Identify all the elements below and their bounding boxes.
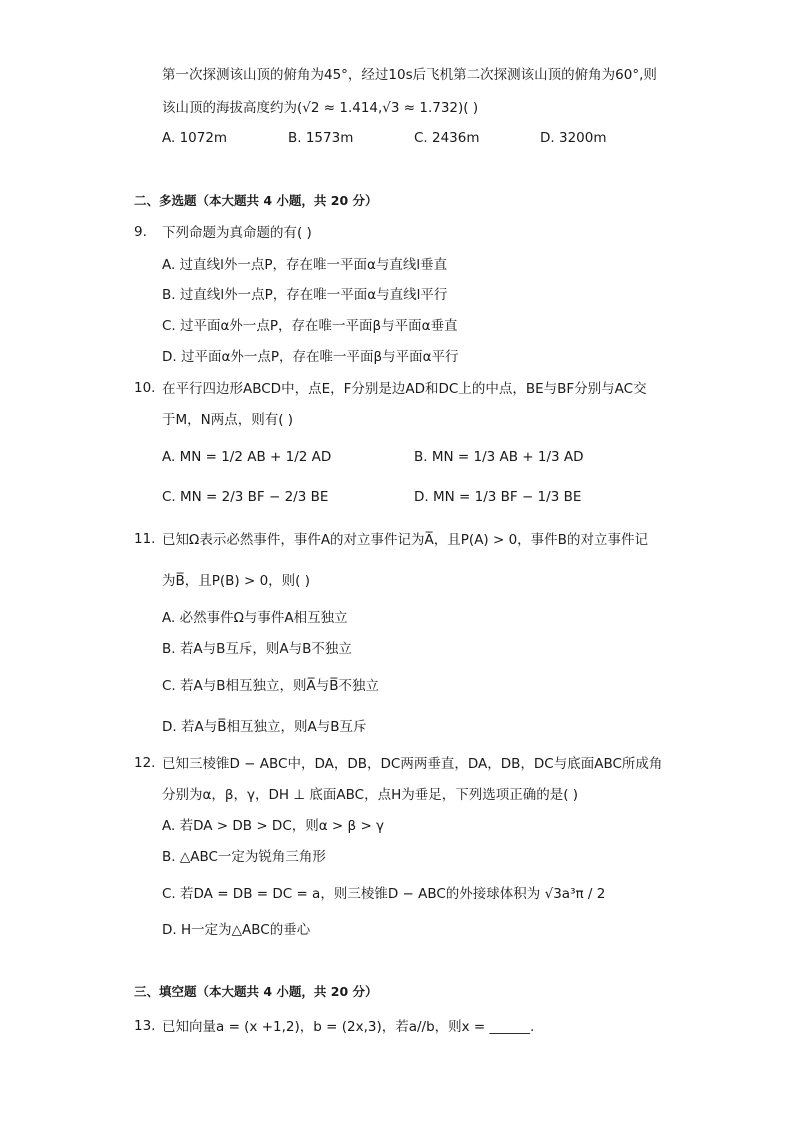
q10-option-a: A. MN = 1/2 AB + 1/2 AD bbox=[162, 449, 332, 465]
q11-option-d: D. 若A与B̅相互独立，则A与B互斥 bbox=[162, 719, 367, 735]
q11-stem-2: 为B̅，且P(B) > 0，则( ) bbox=[162, 573, 311, 589]
q9-option-b: B. 过直线l外一点P，存在唯一平面α与直线l平行 bbox=[162, 287, 448, 303]
q8-option-b: B. 1573m bbox=[288, 130, 354, 146]
q9-option-c: C. 过平面α外一点P，存在唯一平面β与平面α垂直 bbox=[162, 318, 458, 334]
q8-option-a: A. 1072m bbox=[162, 130, 228, 146]
q11-stem-1: 已知Ω表示必然事件，事件A的对立事件记为A̅，且P(A) > 0，事件B的对立事件记 bbox=[162, 532, 648, 548]
q11-option-c: C. 若A与B相互独立，则A̅与B̅不独立 bbox=[162, 678, 380, 694]
q13-number: 13. bbox=[134, 1018, 156, 1034]
q10-stem-2: 于M，N两点，则有( ) bbox=[162, 412, 294, 428]
q8-line-2: 该山顶的海拔高度约为(√2 ≈ 1.414,√3 ≈ 1.732)( ) bbox=[162, 100, 479, 116]
section-heading-multiple-choice: 二、多选题（本大题共 4 小题，共 20 分） bbox=[134, 193, 378, 208]
q8-option-c: C. 2436m bbox=[414, 130, 480, 146]
q12-number: 12. bbox=[134, 755, 156, 771]
q11-option-b: B. 若A与B互斥，则A与B不独立 bbox=[162, 641, 352, 657]
q10-stem-1: 在平行四边形ABCD中，点E，F分别是边AD和DC上的中点，BE与BF分别与AC交 bbox=[162, 381, 647, 397]
q12-option-c: C. 若DA = DB = DC = a，则三棱锥D − ABC的外接球体积为 √3a³π / 2 bbox=[162, 886, 606, 902]
q9-stem: 下列命题为真命题的有( ) bbox=[162, 225, 312, 241]
q9-number: 9. bbox=[134, 224, 147, 240]
q12-stem-1: 已知三棱锥D − ABC中，DA，DB，DC两两垂直，DA，DB，DC与底面ABC所成角 bbox=[162, 756, 663, 772]
q10-number: 10. bbox=[134, 380, 156, 396]
q11-number: 11. bbox=[134, 531, 156, 547]
q10-option-d: D. MN = 1/3 BF − 1/3 BE bbox=[414, 489, 582, 505]
q10-option-b: B. MN = 1/3 AB + 1/3 AD bbox=[414, 449, 584, 465]
section-heading-fill-in: 三、填空题（本大题共 4 小题，共 20 分） bbox=[134, 984, 378, 999]
q12-option-a: A. 若DA > DB > DC，则α > β > γ bbox=[162, 818, 385, 834]
q11-option-a: A. 必然事件Ω与事件A相互独立 bbox=[162, 610, 348, 626]
q8-option-d: D. 3200m bbox=[540, 130, 607, 146]
q9-option-a: A. 过直线l外一点P，存在唯一平面α与直线l垂直 bbox=[162, 257, 448, 273]
q9-option-d: D. 过平面α外一点P，存在唯一平面β与平面α平行 bbox=[162, 349, 459, 365]
q10-option-c: C. MN = 2/3 BF − 2/3 BE bbox=[162, 489, 329, 505]
q12-option-d: D. H一定为△ABC的垂心 bbox=[162, 922, 311, 938]
q12-stem-2: 分别为α，β，γ，DH ⊥ 底面ABC，点H为垂足，下列选项正确的是( ) bbox=[162, 787, 579, 803]
q12-option-b: B. △ABC一定为锐角三角形 bbox=[162, 849, 326, 865]
q13-stem: 已知向量a = (x +1,2)，b = (2x,3)，若a//b，则x = ______. bbox=[162, 1019, 535, 1035]
q8-line-1: 第一次探测该山顶的俯角为45°，经过10s后飞机第二次探测该山顶的俯角为60°,则 bbox=[162, 67, 657, 83]
